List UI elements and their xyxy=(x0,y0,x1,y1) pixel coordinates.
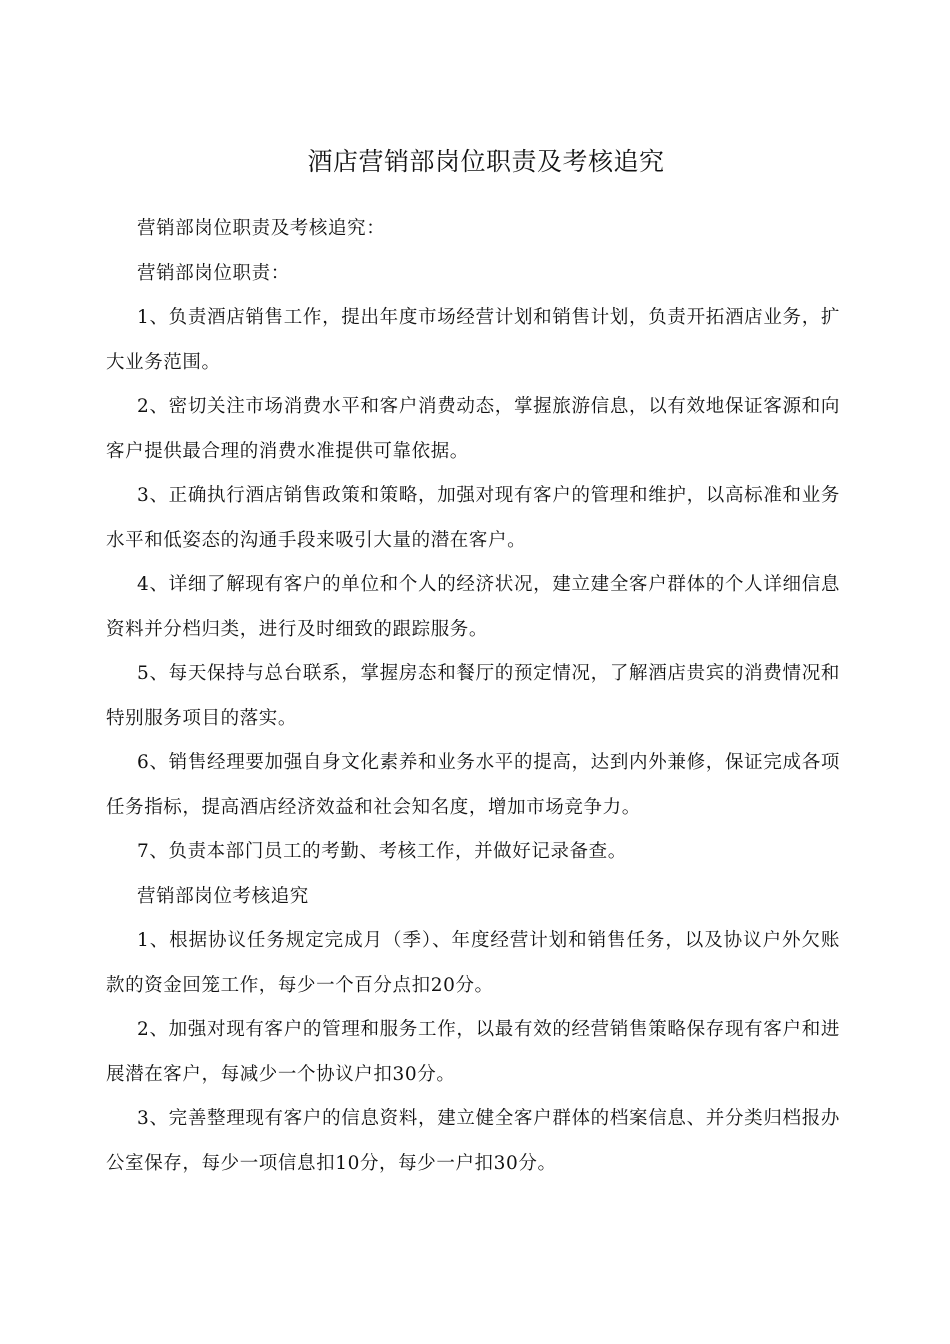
duty-item-6: 6、销售经理要加强自身文化素养和业务水平的提高，达到内外兼修，保证完成各项任务指标，提高酒店经济效益和社会知名度，增加市场竞争力。 xyxy=(106,752,840,818)
section-heading-duties: 营销部岗位职责： xyxy=(137,262,290,284)
duty-item-4: 4、详细了解现有客户的单位和个人的经济状况，建立建全客户群体的个人详细信息资料并分档归类，进行及时细致的跟踪服务。 xyxy=(106,574,840,640)
section-heading-intro: 营销部岗位职责及考核追究： xyxy=(137,218,386,239)
duty-item-2: 2、密切关注市场消费水平和客户消费动态，掌握旅游信息，以有效地保证客源和向客户提供最合理的消费水准提供可靠依据。 xyxy=(106,396,840,462)
assessment-item-2: 2、加强对现有客户的管理和服务工作，以最有效的经营销售策略保存现有客户和进展潜在客户，每减少一个协议户扣30分。 xyxy=(106,1019,840,1085)
duty-item-3: 3、正确执行酒店销售政策和策略，加强对现有客户的管理和维护，以高标准和业务水平和低姿态的沟通手段来吸引大量的潜在客户。 xyxy=(106,485,840,551)
document-title: 酒店营销部岗位职责及考核追究 xyxy=(307,147,665,176)
duty-item-7: 7、负责本部门员工的考勤、考核工作，并做好记录备查。 xyxy=(137,841,627,862)
document-body xyxy=(106,207,840,1186)
section-heading-assessment: 营销部岗位考核追究 xyxy=(137,885,309,907)
assessment-item-3: 3、完善整理现有客户的信息资料，建立健全客户群体的档案信息、并分类归档报办公室保存，每少一项信息扣10分，每少一户扣30分。 xyxy=(106,1108,840,1174)
duty-item-5: 5、每天保持与总台联系，掌握房态和餐厅的预定情况，了解酒店贵宾的消费情况和特别服务项目的落实。 xyxy=(106,663,840,729)
duty-item-1: 1、负责酒店销售工作，提出年度市场经营计划和销售计划，负责开拓酒店业务，扩大业务范围。 xyxy=(106,307,840,373)
assessment-item-1: 1、根据协议任务规定完成月（季）、年度经营计划和销售任务，以及协议户外欠账款的资金回笼工作，每少一个百分点扣20分。 xyxy=(106,930,840,996)
